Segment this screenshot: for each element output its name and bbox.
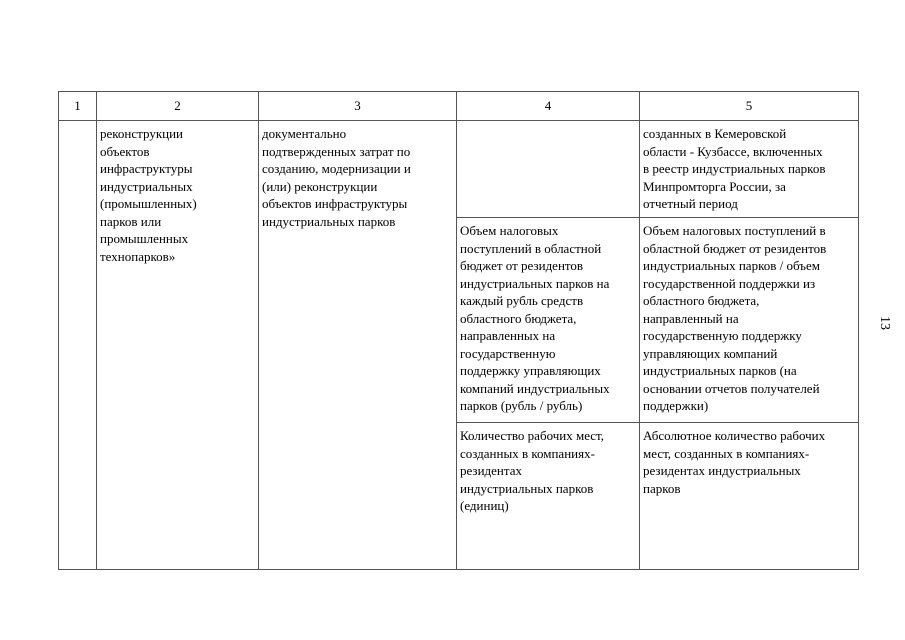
description-cell: созданных в Кемеровской области - Кузбассе, включенных в реестр индустриальных парков Минпромторга России, за отчетный период — [640, 121, 859, 218]
indicator-cell: Количество рабочих мест, созданных в компаниях- резидентах индустриальных парков (единиц) — [457, 423, 640, 570]
header-col-3: 3 — [259, 92, 457, 121]
indicator-cell — [457, 121, 640, 218]
indicators-table — [58, 91, 859, 570]
header-col-5: 5 — [640, 92, 859, 121]
page-number: 13 — [877, 316, 892, 330]
col-3-cell: документально подтвержденных затрат по созданию, модернизации и (или) реконструкции объектов инфраструктуры индустриальных парков — [259, 121, 457, 570]
header-row — [59, 92, 859, 121]
description-cell: Абсолютное количество рабочих мест, созданных в компаниях- резидентах индустриальных парков — [640, 423, 859, 570]
header-col-1: 1 — [59, 92, 97, 121]
col-2-cell: реконструкции объектов инфраструктуры индустриальных (промышленных) парков или промышленных технопарков» — [97, 121, 259, 570]
header-col-2: 2 — [97, 92, 259, 121]
col-1-cell — [59, 121, 97, 570]
description-cell: Объем налоговых поступлений в областной бюджет от резидентов индустриальных парков / объем государственной поддержки из областного бюджета, направленный на государственную поддержку управляющих компаний индустриальных парков (на основании отчетов получателей поддержки) — [640, 218, 859, 423]
header-col-4: 4 — [457, 92, 640, 121]
indicator-cell: Объем налоговых поступлений в областной бюджет от резидентов индустриальных парков на каждый рубль средств областного бюджета, направленных на государственную поддержку управляющих компаний индустриальных парков (рубль / рубль) — [457, 218, 640, 423]
table-row — [59, 121, 859, 218]
